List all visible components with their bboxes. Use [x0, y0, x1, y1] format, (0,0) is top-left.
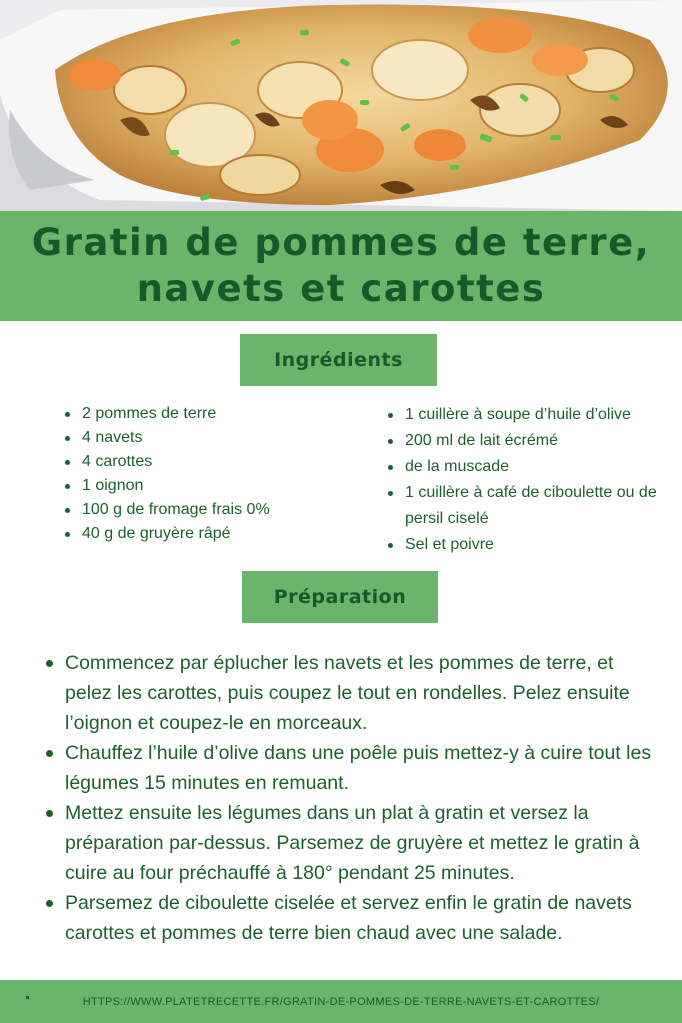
list-item: 200 ml de lait écrémé — [405, 428, 675, 454]
ingredients-heading: Ingrédients — [240, 334, 437, 386]
list-item: 1 cuillère à soupe d’huile d’olive — [405, 402, 675, 428]
title-banner — [0, 211, 682, 321]
step-item: Mettez ensuite les légumes dans un plat à gratin et versez la préparation par-dessus. Parsemez de gruyère et mettez le gratin à cuire au four préchauffé à 180° pendant 25 minutes. — [65, 798, 665, 888]
preparation-steps — [65, 648, 665, 948]
page-title-line-2: navets et carottes — [136, 267, 546, 310]
page-title-line-1: Gratin de pommes de terre, — [31, 221, 651, 264]
list-item: de la muscade — [405, 454, 675, 480]
footer-url-bar — [0, 980, 682, 1023]
gratin-illustration — [0, 0, 682, 211]
list-item: 4 navets — [82, 426, 362, 450]
list-item: 40 g de gruyère râpé — [82, 522, 362, 546]
source-url[interactable]: HTTPS://WWW.PLATETRECETTE.FR/GRATIN-DE-POMMES-DE-TERRE-NAVETS-ET-CAROTTES/ — [82, 995, 600, 1008]
step-item: Chauffez l’huile d’olive dans une poêle puis mettez-y à cuire tout les légumes 15 minutes en remuant. — [65, 738, 665, 798]
list-item: 4 carottes — [82, 450, 362, 474]
list-item: 1 oignon — [82, 474, 362, 498]
preparation-heading: Préparation — [242, 571, 438, 623]
step-item: Parsemez de ciboulette ciselée et servez enfin le gratin de navets carottes et pommes de terre bien chaud avec une salade. — [65, 888, 665, 948]
list-item: 2 pommes de terre — [82, 402, 362, 426]
list-item: 1 cuillère à café de ciboulette ou de persil ciselé — [405, 480, 675, 532]
ingredients-list-left — [82, 402, 362, 546]
ingredients-list-right — [405, 402, 675, 558]
gratin-photo — [0, 0, 682, 211]
list-item: 100 g de fromage frais 0% — [82, 498, 362, 522]
list-item: Sel et poivre — [405, 532, 675, 558]
step-item: Commencez par éplucher les navets et les pommes de terre, et pelez les carottes, puis coupez le tout en rondelles. Pelez ensuite l’oignon et coupez-le en morceaux. — [65, 648, 665, 738]
footer-dot — [26, 996, 29, 999]
